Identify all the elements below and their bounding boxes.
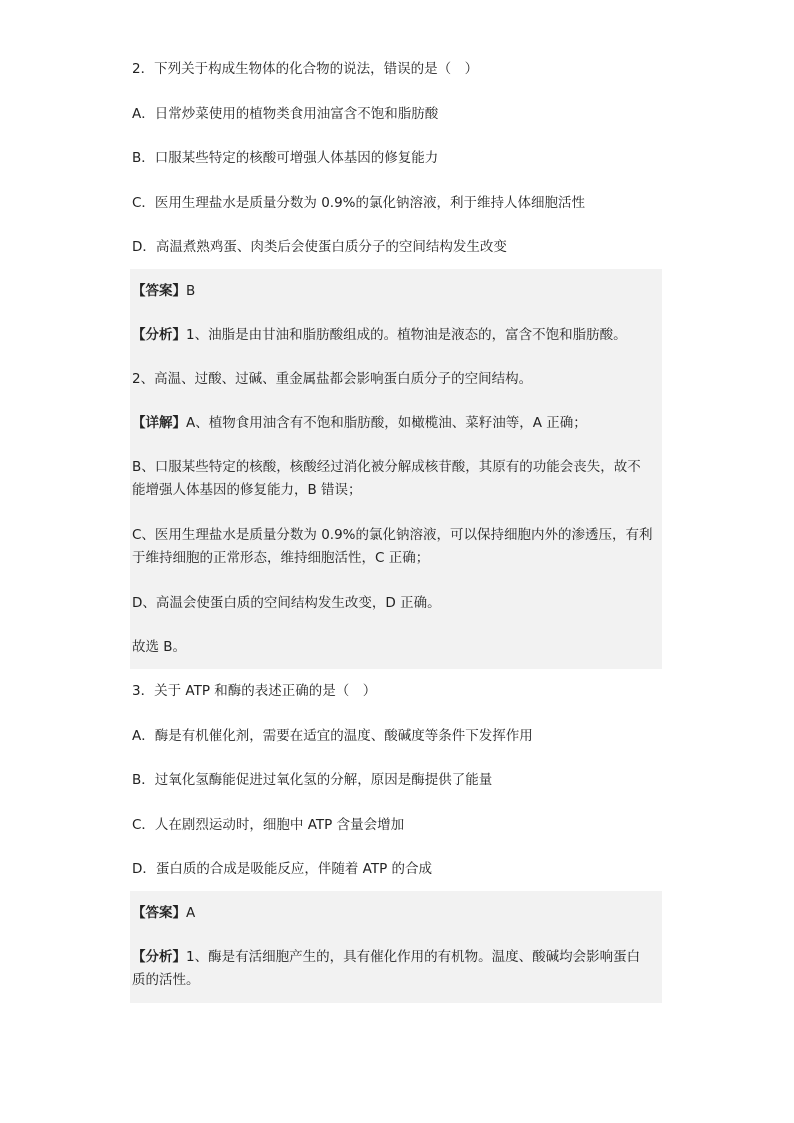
analysis-line-2: 质的活性。	[132, 972, 200, 988]
question-3-answer	[132, 891, 662, 935]
detail-b-line-2: 能增强人体基因的修复能力，B 错误；	[132, 482, 362, 498]
question-2-stem: 2．下列关于构成生物体的化合物的说法，错误的是（ ）	[132, 61, 479, 77]
analysis-label: 【分析】	[132, 327, 186, 343]
question-3-option-d: D．蛋白质的合成是吸能反应，伴随着 ATP 的合成	[132, 861, 433, 877]
question-2-option-a: A．日常炒菜使用的植物类食用油富含不饱和脂肪酸	[132, 105, 439, 122]
detail-c-line-1: C、医用生理盐水是质量分数为 0.9%的氯化钠溶液，可以保持细胞内外的渗透压，有利	[132, 527, 653, 543]
question-2-analysis-1	[132, 313, 662, 357]
question-3-analysis	[132, 935, 662, 1003]
analysis-text: 1、酶是有活细胞产生的，具有催化作用的有机物。温度、酸碱均会影响蛋白	[186, 949, 641, 965]
detail-text: A、植物食用油含有不饱和脂肪酸，如橄榄油、菜籽油等，A 正确；	[186, 415, 587, 431]
question-2-option-d: D．高温煮熟鸡蛋、肉类后会使蛋白质分子的空间结构发生改变	[132, 239, 507, 255]
detail-b-line-1: B、口服某些特定的核酸，核酸经过消化被分解成核苷酸，其原有的功能会丧失，故不	[132, 459, 641, 475]
detail-label: 【详解】	[132, 415, 186, 431]
document-page	[132, 58, 662, 1003]
analysis-line-1	[132, 946, 662, 969]
question-3-option-c: C．人在剧烈运动时，细胞中 ATP 含量会增加	[132, 816, 405, 833]
question-2-analysis-2: 2、高温、过酸、过碱、重金属盐都会影响蛋白质分子的空间结构。	[132, 371, 533, 387]
question-3-stem: 3．关于 ATP 和酶的表述正确的是（ ）	[132, 683, 377, 699]
question-3-option-a: A．酶是有机催化剂，需要在适宜的温度、酸碱度等条件下发挥作用	[132, 727, 533, 744]
answer-label: 【答案】	[132, 283, 186, 299]
question-3-block	[132, 680, 662, 880]
question-2-option-c: C．医用生理盐水是质量分数为 0.9%的氯化钠溶液，利于维持人体细胞活性	[132, 194, 586, 211]
answer-value: B	[186, 283, 196, 299]
analysis-label: 【分析】	[132, 949, 186, 965]
question-2-solution-block	[130, 269, 662, 669]
question-2-answer	[132, 269, 662, 313]
answer-value: A	[186, 905, 196, 921]
detail-c-line-2: 于维持细胞的正常形态，维持细胞活性，C 正确；	[132, 550, 430, 566]
question-2-option-b: B．口服某些特定的核酸可增强人体基因的修复能力	[132, 150, 439, 166]
question-2-detail-b	[132, 445, 662, 513]
analysis-text: 1、油脂是由甘油和脂肪酸组成的。植物油是液态的，富含不饱和脂肪酸。	[186, 327, 627, 343]
question-3-option-b: B．过氧化氢酶能促进过氧化氢的分解，原因是酶提供了能量	[132, 772, 493, 788]
question-3-solution-block	[130, 891, 662, 1003]
answer-label: 【答案】	[132, 905, 186, 921]
question-2-conclusion: 故选 B。	[132, 639, 187, 655]
question-2-detail-d: D、高温会使蛋白质的空间结构发生改变，D 正确。	[132, 595, 441, 611]
question-2-detail-a	[132, 401, 662, 445]
question-2-detail-c	[132, 513, 662, 581]
